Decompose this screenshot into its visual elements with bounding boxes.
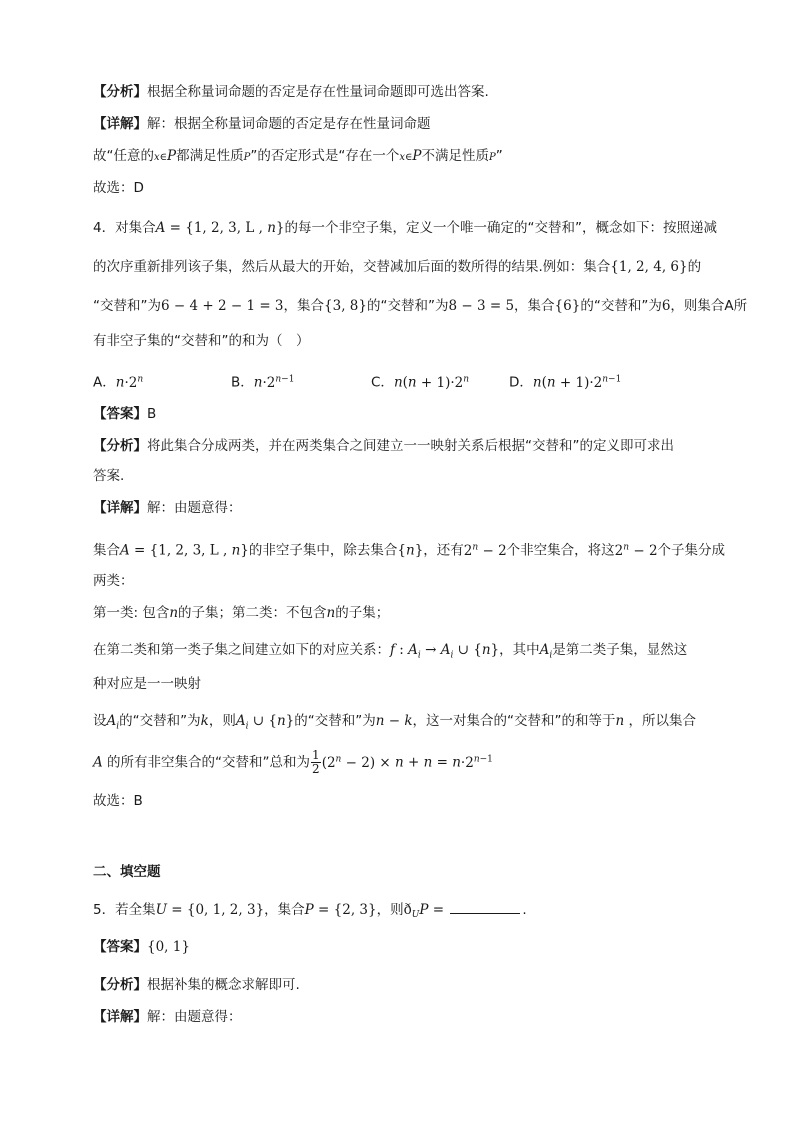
choice-3: 故选：D [93,180,144,196]
question-4-line-3: “交替和”为6 − 4 + 2 − 1 = 3，集合{3, 8}的“交替和”为8 − 3 = 5，集合{6}的“交替和”为6，则集合A所 [93,298,748,314]
option-d: D．$n(n + 1)\cdot 2^{n-1}$ [509,374,622,391]
detail-3: 【详解】解：根据全称量词命题的否定是存在性量词命题 [93,116,431,132]
option-c: C．$n(n + 1)\cdot 2^n$ [371,374,470,391]
option-a: A．$n\cdot 2^n$ [93,374,144,391]
answer-blank[interactable] [450,899,520,914]
detail-tag: 【详解】 [93,116,147,132]
question-4-line-1: 4．对集合A = {1, 2, 3, L , n}的每一个非空子集，定义一个唯一确定的“交替和”，概念如下：按照递减 [93,220,717,236]
answer-5: 【答案】{0, 1} [93,939,190,955]
analysis-5: 【分析】根据补集的概念求解即可. [93,977,300,993]
detail-4-line-3: 第一类: 包含n的子集；第二类：不包含n的子集； [93,605,390,621]
detail-4-line-5: 种对应是一一映射 [93,676,201,692]
detail-4-line-6: 设$A_i$的“交替和”为k，则$A_i$ ∪ {n}的“交替和”为n − k，这一对集合的“交替和”的和等于n ，所以集合 [93,713,697,732]
detail-4-line-4: 在第二类和第一类子集之间建立如下的对应关系：f : $A_i \to A_i$ ∪ {n}，其中$A_i$是第二类子集，显然这 [93,642,688,661]
detail-4-line-1: 集合A = {1, 2, 3, L , n}的非空子集中，除去集合{n}，还有$2^n - 2$个非空集合，将这$2^n - 2$个子集分成 [93,542,726,559]
question-4-line-4: 有非空子集的“交替和”的和为（ ） [93,333,310,349]
detail-4-line-2: 两类： [93,573,134,589]
negation-statement: 故“任意的x∈P都满足性质P”的否定形式是“存在一个x∈P不满足性质P” [93,148,503,164]
question-4-line-2: 的次序重新排列该子集，然后从最大的开始，交替减加后面的数所得的结果.例如：集合{1, 2, 4, 6}的 [93,259,702,275]
detail-4: 【详解】解：由题意得： [93,500,242,516]
detail-5: 【详解】解：由题意得： [93,1009,242,1025]
detail-4-line-7: A 的所有非空集合的“交替和”总和为 $\frac{1}{2}$ $(2^n - 2) \times n + n = n\cdot 2^{n-1}$ [93,748,493,776]
analysis-3: 【分析】根据全称量词命题的否定是存在性量词命题即可选出答案. [93,84,489,100]
analysis-4-line-1: 【分析】将此集合分成两类，并在两类集合之间建立一一映射关系后根据“交替和”的定义即可求出 [93,438,674,454]
section-title-fill-in: 二、填空题 [93,864,161,880]
choice-4: 故选：B [93,793,143,809]
analysis-4-line-2: 答案. [93,468,125,484]
answer-4: 【答案】B [93,406,157,422]
option-b: B．$n\cdot 2^{n-1}$ [231,374,295,391]
analysis-tag: 【分析】 [93,84,147,100]
question-5: 5．若全集U = {0, 1, 2, 3}，集合P = {2, 3}，则$ð_UP$ = . [93,899,527,925]
